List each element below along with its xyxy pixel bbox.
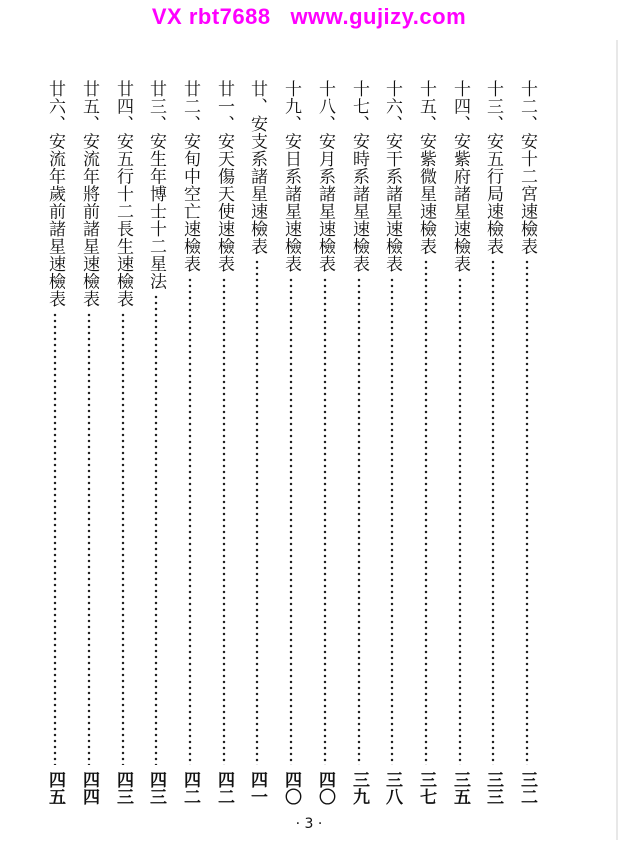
dot-leader (289, 277, 293, 765)
dot-leader (154, 294, 158, 765)
dot-leader (121, 312, 125, 765)
toc-entry-26 (43, 80, 67, 805)
toc-entry-25 (77, 80, 101, 805)
toc-entry-page: 三三 (483, 771, 503, 805)
toc-entry-page: 三八 (382, 771, 402, 805)
toc-entry-title: 廿二、安旬中空亡速檢表 (180, 80, 200, 273)
toc-entry-12 (515, 80, 539, 805)
toc-entry-title: 十七、安時系諸星速檢表 (349, 80, 369, 273)
dot-leader (222, 277, 226, 765)
toc-entry-title: 廿、安支系諸星速檢表 (247, 80, 267, 255)
toc-entry-title: 廿五、安流年將前諸星速檢表 (79, 80, 99, 308)
toc-entry-page: 三二 (517, 771, 537, 805)
toc-entry-page: 四二 (180, 771, 200, 805)
toc-entry-22 (178, 80, 202, 805)
toc-entry-title: 十九、安日系諸星速檢表 (281, 80, 301, 273)
dot-leader (424, 259, 428, 765)
toc-entry-page: 四〇 (315, 771, 335, 805)
dot-leader (491, 259, 495, 765)
toc-entry-page: 四五 (45, 771, 65, 805)
toc-entry-19 (279, 80, 303, 805)
watermark-banner: VX rbt7688 www.gujizy.com (151, 4, 467, 29)
page-number: · 3 · (295, 816, 323, 832)
toc-entry-page: 三九 (349, 771, 369, 805)
toc-entry-24 (111, 80, 135, 805)
toc-entry-title: 廿三、安生年博士十二星法 (146, 80, 166, 290)
toc-entry-title: 廿四、安五行十二長生速檢表 (113, 80, 133, 308)
toc-entry-page: 四三 (113, 771, 133, 805)
dot-leader (188, 277, 192, 765)
toc-entry-page: 四二 (214, 771, 234, 805)
toc-entry-20 (245, 80, 269, 805)
toc-entry-page: 四四 (79, 771, 99, 805)
toc-entry-page: 三七 (416, 771, 436, 805)
toc-entry-title: 十五、安紫微星速檢表 (416, 80, 436, 255)
toc-entry-title: 十二、安十二宮速檢表 (517, 80, 537, 255)
toc-entry-title: 廿六、安流年歲前諸星速檢表 (45, 80, 65, 308)
toc-entry-23 (144, 80, 168, 805)
toc-entry-15 (414, 80, 438, 805)
toc-entry-18 (313, 80, 337, 805)
toc-entry-title: 廿一、安天傷天使速檢表 (214, 80, 234, 273)
dot-leader (87, 312, 91, 765)
toc-entry-21 (212, 80, 236, 805)
dot-leader (357, 277, 361, 765)
toc-entry-16 (380, 80, 404, 805)
toc-entry-title: 十三、安五行局速檢表 (483, 80, 503, 255)
toc-entry-page: 四一 (247, 771, 267, 805)
toc-entry-title: 十四、安紫府諸星速檢表 (450, 80, 470, 273)
dot-leader (323, 277, 327, 765)
toc-entry-page: 四〇 (281, 771, 301, 805)
dot-leader (525, 259, 529, 765)
toc-entry-17 (347, 80, 371, 805)
dot-leader (390, 277, 394, 765)
toc-entry-13 (481, 80, 505, 805)
dot-leader (255, 259, 259, 765)
toc-entry-title: 十八、安月系諸星速檢表 (315, 80, 335, 273)
dot-leader (53, 312, 57, 765)
toc-entry-14 (448, 80, 472, 805)
dot-leader (458, 277, 462, 765)
toc-entry-page: 三五 (450, 771, 470, 805)
toc-entry-title: 十六、安干系諸星速檢表 (382, 80, 402, 273)
toc-entry-page: 四三 (146, 771, 166, 805)
